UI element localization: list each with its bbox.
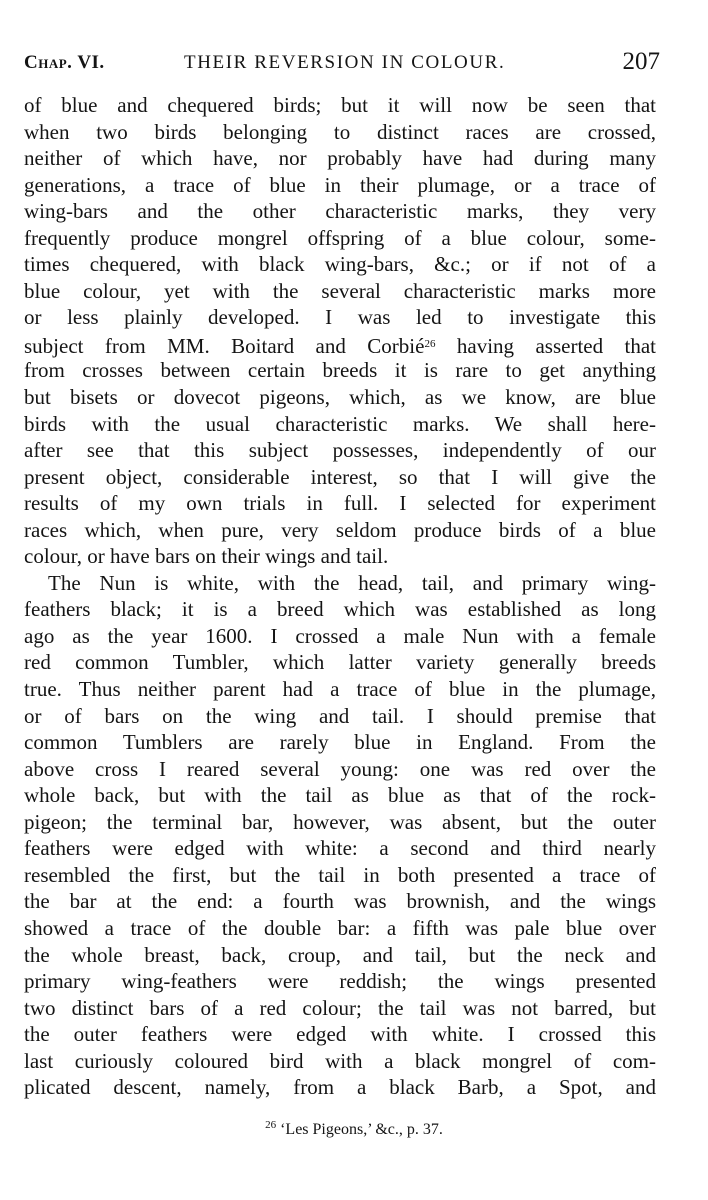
text-line: birds with the usual characteristic marks. We shall here- (24, 411, 656, 436)
chapter-label: Chap. VI. (24, 52, 105, 73)
text-line: wing-bars and the other characteristic marks, they very (24, 199, 656, 224)
text-line: the bar at the end: a fourth was brownish, and the wings (24, 889, 656, 914)
footnote (0, 1119, 708, 1139)
running-header (24, 50, 660, 80)
text-line: resembled the first, but the tail in both presented a trace of (24, 862, 656, 887)
text-line: the whole breast, back, croup, and tail, but the neck and (24, 942, 656, 967)
text-line-paragraph-start: The Nun is white, with the head, tail, and primary wing- (48, 570, 656, 595)
text-line: plicated descent, namely, from a black Barb, a Spot, and (24, 1075, 656, 1100)
text-line: last curiously coloured bird with a black mongrel of com- (24, 1048, 656, 1073)
running-title: THEIR REVERSION IN COLOUR. (184, 52, 506, 73)
line-text: subject from MM. Boitard and Corbié (24, 333, 425, 358)
text-line: common Tumblers are rarely blue in England. From the (24, 730, 656, 755)
page-number: 207 (622, 48, 660, 75)
text-line: neither of which have, nor probably have had during many (24, 146, 656, 171)
text-line: feathers black; it is a breed which was established as long (24, 597, 656, 622)
text-line: feathers were edged with white: a second and third nearly (24, 836, 656, 861)
footnote-marker: 26 (265, 1119, 277, 1131)
text-line: red common Tumbler, which latter variety generally breeds (24, 650, 656, 675)
text-line: above cross I reared several young: one was red over the (24, 756, 656, 781)
text-line: results of my own trials in full. I selected for experiment (24, 491, 656, 516)
text-line: races which, when pure, very seldom produce birds of a blue (24, 517, 656, 542)
text-line-with-footnote-ref (24, 331, 656, 358)
text-line: frequently produce mongrel offspring of a blue colour, some- (24, 225, 656, 250)
text-line: or less plainly developed. I was led to investigate this (24, 305, 656, 330)
footnote-reference: 26 (424, 337, 436, 350)
text-line: whole back, but with the tail as blue as that of the rock- (24, 783, 656, 808)
body-text (24, 92, 656, 1101)
text-line: when two birds belonging to distinct races are crossed, (24, 119, 656, 144)
text-line: primary wing-feathers were reddish; the wings presented (24, 969, 656, 994)
text-line: but bisets or dovecot pigeons, which, as we know, are blue (24, 385, 656, 410)
text-line: showed a trace of the double bar: a fifth was pale blue over (24, 915, 656, 940)
footnote-text: ‘Les Pigeons,’ &c., p. 37. (276, 1121, 443, 1138)
text-line: pigeon; the terminal bar, however, was absent, but the outer (24, 809, 656, 834)
text-line: colour, or have bars on their wings and tail. (24, 544, 389, 569)
text-line: generations, a trace of blue in their plumage, or a trace of (24, 172, 656, 197)
text-line: present object, considerable interest, so that I will give the (24, 464, 656, 489)
text-line: true. Thus neither parent had a trace of blue in the plumage, (24, 677, 656, 702)
text-line: or of bars on the wing and tail. I should premise that (24, 703, 656, 728)
text-line: of blue and chequered birds; but it will now be seen that (24, 93, 656, 117)
text-line: two distinct bars of a red colour; the tail was not barred, but (24, 995, 656, 1020)
text-line: blue colour, yet with the several characteristic marks more (24, 278, 656, 303)
line-text-tail: having asserted that (435, 333, 657, 358)
text-line: times chequered, with black wing-bars, &c.; or if not of a (24, 252, 656, 277)
text-line: ago as the year 1600. I crossed a male Nun with a female (24, 623, 656, 648)
text-line: the outer feathers were edged with white. I crossed this (24, 1022, 656, 1047)
text-line: after see that this subject possesses, independently of our (24, 438, 656, 463)
text-line: from crosses between certain breeds it is rare to get anything (24, 358, 656, 383)
